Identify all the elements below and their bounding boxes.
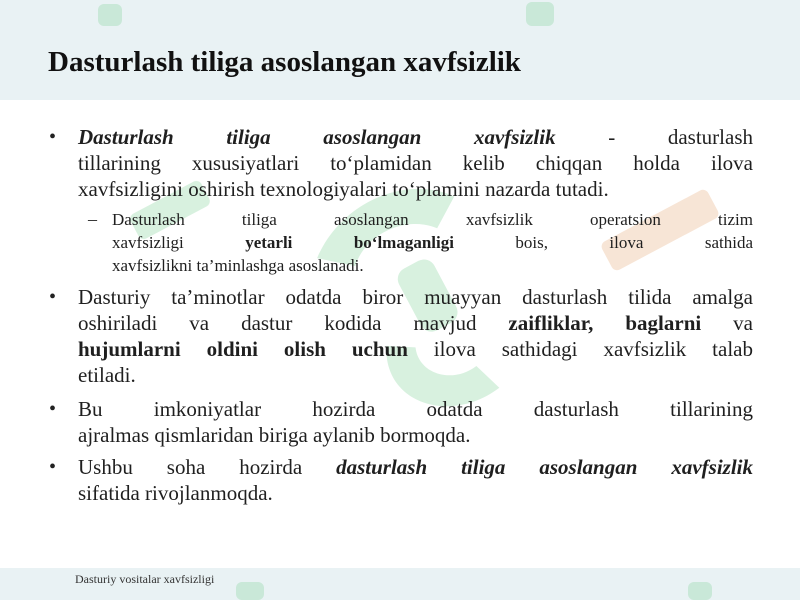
text-run: Dasturlash tiliga asoslangan xavfsizlik (78, 125, 556, 149)
sub-bullet-text (112, 208, 753, 277)
text-run: ilova sathidagi xavfsizlik talab (407, 337, 753, 361)
bullet-2-text (78, 284, 753, 388)
text-line (78, 284, 753, 310)
text-run: - dasturlash (555, 125, 753, 149)
text-line (78, 124, 753, 150)
text-run: xavfsizlikni ta’minlashga asoslanadi. (112, 256, 364, 275)
bullet-4-text (78, 454, 753, 506)
bullet-marker: • (49, 286, 57, 308)
text-run: ajralmas qismlaridan biriga aylanib bormoqda. (78, 423, 471, 447)
text-run: tillarining xususiyatlari to‘plamidan kelib chiqqan holda ilova (78, 151, 753, 175)
text-line (78, 310, 753, 336)
footer-text: Dasturiy vositalar xavfsizligi (75, 572, 215, 586)
text-line (78, 150, 753, 176)
bullet-3-text (78, 396, 753, 448)
text-run: xavfsizligini oshirish texnologiyalari to‘plamini nazarda tutadi. (78, 177, 609, 201)
bullet-marker: • (49, 398, 57, 420)
text-line (112, 231, 753, 254)
text-run: dasturlash tiliga asoslangan xavfsizlik (336, 455, 753, 479)
text-run: Dasturlash tiliga asoslangan xavfsizlik operatsion tizim (112, 210, 753, 229)
text-run: Ushbu soha hozirda (78, 455, 337, 479)
text-run: yetarli bo‘lmaganligi (245, 233, 454, 252)
bullet-1-text (78, 124, 753, 202)
bullet-marker: • (49, 456, 57, 478)
slide-title: Dasturlash tiliga asoslangan xavfsizlik (48, 46, 521, 78)
text-run: sifatida rivojlanmoqda. (78, 481, 273, 505)
text-run: xavfsizligi (112, 233, 246, 252)
text-line (78, 336, 753, 362)
text-run: Bu imkoniyatlar hozirda odatda dasturlash tillarining (78, 397, 753, 421)
text-line (78, 362, 753, 388)
text-line (78, 422, 753, 448)
text-line (78, 176, 753, 202)
text-run: Dasturiy ta’minotlar odatda biror muayyan dasturlash tilida amalga (78, 285, 753, 309)
text-run: oshiriladi va dastur kodida mavjud (78, 311, 509, 335)
text-line (112, 208, 753, 231)
sub-bullet-marker: – (88, 209, 97, 229)
text-run: hujumlarni oldini olish uchun (78, 337, 408, 361)
text-run: etiladi. (78, 363, 136, 387)
text-run: va (701, 311, 753, 335)
text-line (78, 396, 753, 422)
text-line (78, 480, 753, 506)
bullet-marker: • (49, 126, 57, 148)
text-run: zaifliklar, baglarni (508, 311, 702, 335)
text-line (78, 454, 753, 480)
text-run: bois, ilova sathida (453, 233, 754, 252)
text-line (112, 254, 753, 277)
